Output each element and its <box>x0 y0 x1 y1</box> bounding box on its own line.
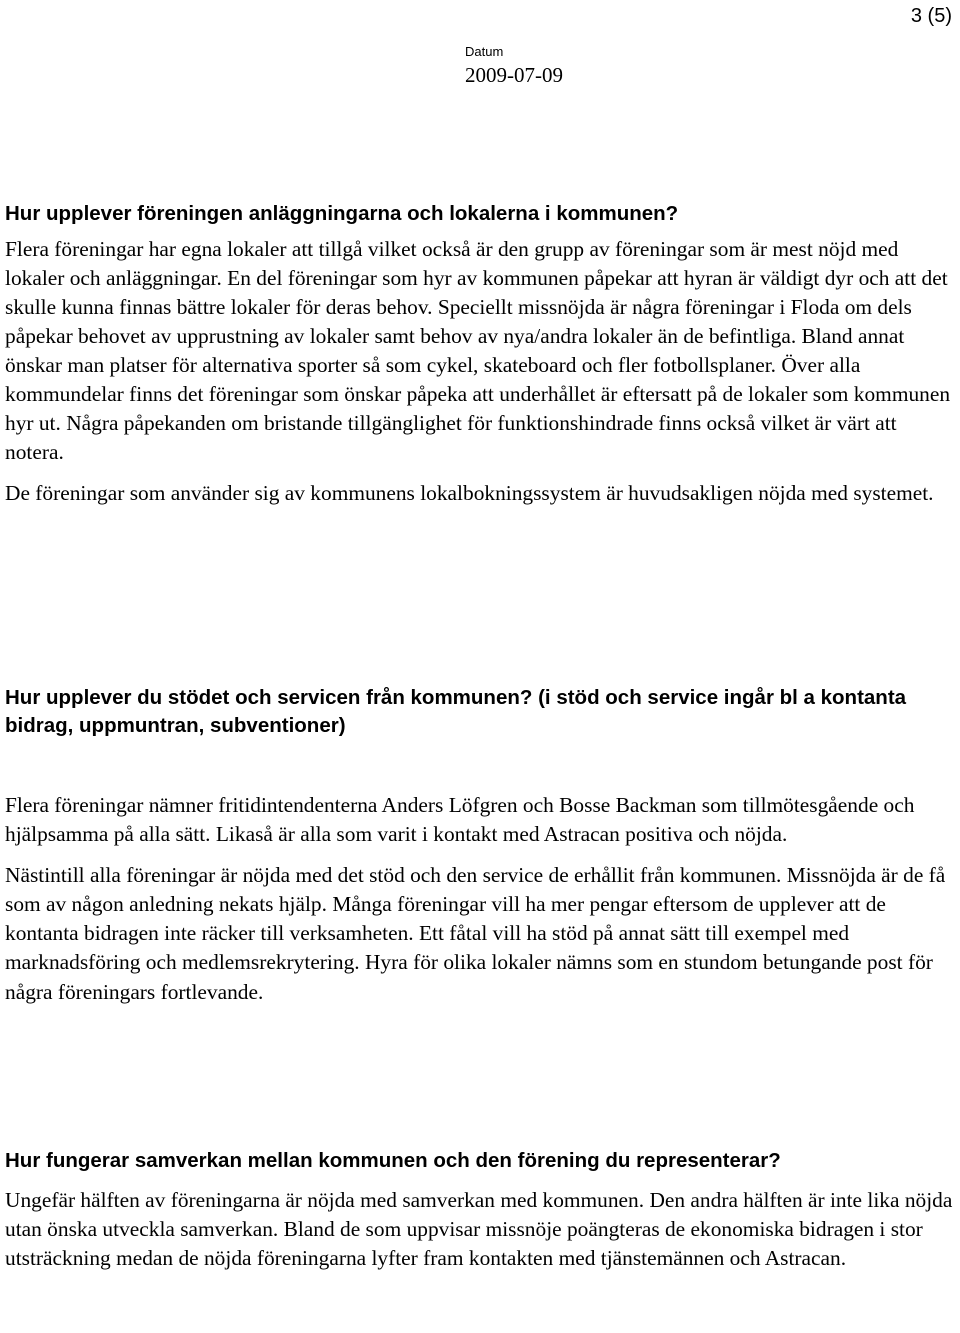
section-paragraph: De föreningar som använder sig av kommunens lokalbokningssystem är huvudsakligen nöjda med systemet. <box>5 481 934 506</box>
section-paragraph: Nästintill alla föreningar är nöjda med det stöd och den service de erhållit från kommunen. Missnöjda är de få som av någon anledning nekats hjälp. Många föreningar vill ha mer pengar eftersom de upplever att de kontanta bidragen inte räcker till verksamheten. Ett fåtal vill ha stöd på annat sätt till exempel med marknadsföring och medlemsrekrytering. Hyra för olika lokaler nämns som en stundom betungande post för några föreningars fortlevande. <box>5 863 946 1004</box>
section-facilities <box>5 200 955 508</box>
section-paragraph: Flera föreningar nämner fritidintendenterna Anders Löfgren och Bosse Backman som tillmötesgående och hjälpsamma på alla sätt. Likaså är alla som varit i kontakt med Astracan positiva och nöjda. <box>5 793 915 847</box>
page-number: 3 (5) <box>910 5 952 27</box>
section-paragraph: Flera föreningar har egna lokaler att tillgå vilket också är den grupp av föreningar som är mest nöjd med lokaler och anläggningar. En del föreningar som hyr av kommunen påpekar att hyran är väldigt dyr och att det skulle kunna finnas bättre lokaler för deras behov. Speciellt missnöjda är några föreningar i Floda om dels påpekar behovet av upprustning av lokaler samt behov av nya/andra lokaler än de befintliga. Bland annat önskar man platser för alternativa sporter så som cykel, skateboard och fler fotbollsplaner. Över alla kommundelar finns det föreningar som önskar påpeka att underhållet är eftersatt på de lokaler som kommunen hyr ut. Några påpekanden om bristande tillgänglighet för funktionshindrade finns också vilket är värt att notera. <box>5 236 951 465</box>
section-paragraph: Ungefär hälften av föreningarna är nöjda med samverkan med kommunen. Den andra hälften är inte lika nöjda utan önska utveckla samverkan. Bland de som uppvisar missnöje poängteras de ekonomiska bidragen i stor utsträckning medan de nöjda föreningarna lyfter fram kontakten med tjänstemännen och Astracan. <box>5 1187 953 1270</box>
section-heading: Hur fungerar samverkan mellan kommunen och den förening du representerar? <box>5 1149 781 1172</box>
date-value: 2009-07-09 <box>465 63 563 87</box>
date-label: Datum <box>465 44 504 59</box>
section-support <box>5 684 955 1007</box>
section-heading: Hur upplever du stödet och servicen från kommunen? (i stöd och service ingår bl a kontanta bidrag, uppmuntran, subventioner) <box>5 686 907 737</box>
section-cooperation <box>5 1147 955 1273</box>
section-heading: Hur upplever föreningen anläggningarna och lokalerna i kommunen? <box>5 202 679 225</box>
